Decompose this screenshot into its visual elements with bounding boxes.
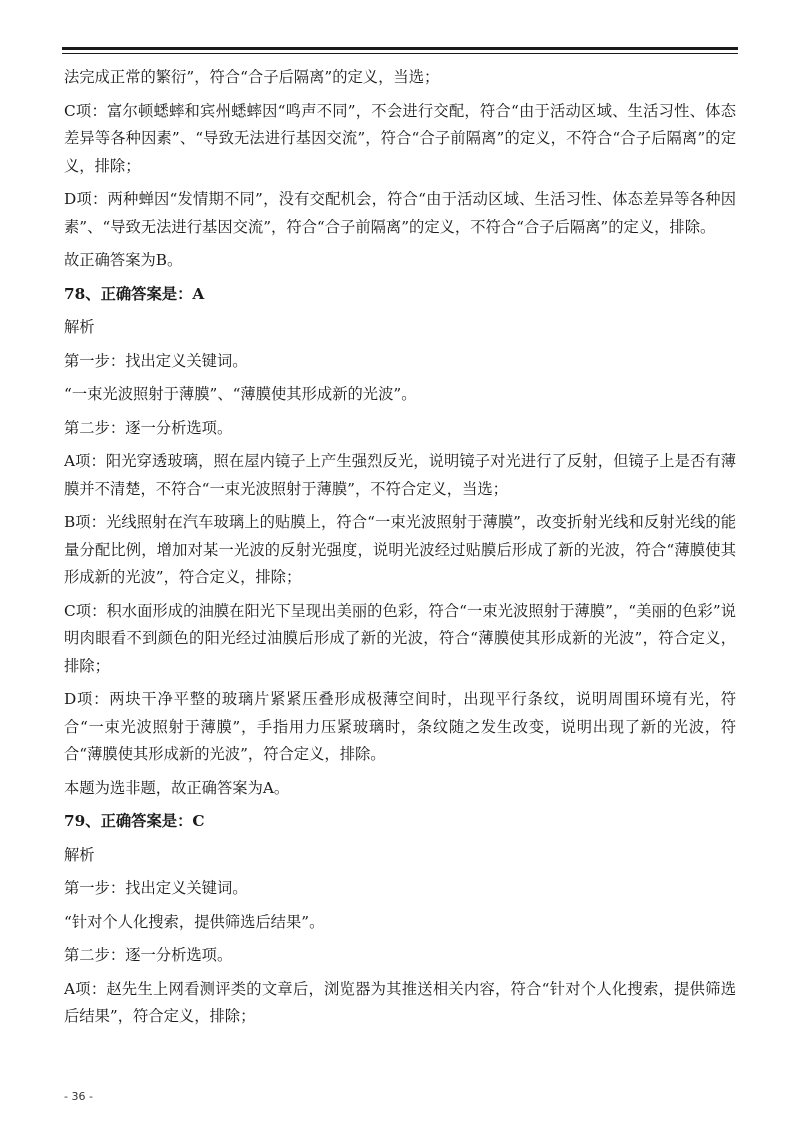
paragraph: D项：两块干净平整的玻璃片紧紧压叠形成极薄空间时，出现平行条纹，说明周围环境有光，符合“一束光波照射于薄膜”，手指用力压紧玻璃时，条纹随之发生改变，说明出现了新的光波，符合“薄膜使其形成新的光波”，符合定义，排除。	[64, 690, 736, 763]
paragraph: 解析	[64, 318, 95, 336]
answer-heading: 79、正确答案是：C	[64, 812, 205, 830]
paragraph: C项：富尔顿蟋蟀和宾州蟋蟀因“鸣声不同”，不会进行交配，符合“由于活动区域、生活习性、体态差异等各种因素”、“导致无法进行基因交流”，符合“合子前隔离”的定义，不符合“合子后隔离”的定义，排除；	[64, 101, 736, 175]
paragraph: “针对个人化搜索，提供筛选后结果”。	[64, 912, 325, 931]
paragraph: D项：两种蝉因“发情期不同”，没有交配机会，符合“由于活动区域、生活习性、体态差异等各种因素”、“导致无法进行基因交流”，符合“合子前隔离”的定义，不符合“合子后隔离”的定义，排除。	[64, 190, 736, 236]
document-body	[64, 64, 736, 1037]
paragraph: 第二步：逐一分析选项。	[64, 946, 233, 964]
paragraph: B项：光线照射在汽车玻璃上的贴膜上，符合“一束光波照射于薄膜”，改变折射光线和反射光线的能量分配比例，增加对某一光波的反射光强度，说明光波经过贴膜后形成了新的光波，符合“薄膜使其形成新的光波”，符合定义，排除；	[64, 513, 736, 586]
header-rule-thin	[62, 53, 738, 54]
paragraph: 故正确答案为B。	[64, 251, 183, 269]
paragraph: 解析	[64, 845, 95, 864]
paragraph: 第二步：逐一分析选项。	[64, 418, 233, 437]
paragraph: 法完成正常的繁衍”，符合“合子后隔离”的定义，当选；	[64, 68, 440, 86]
paragraph: C项：积水面形成的油膜在阳光下呈现出美丽的色彩，符合“一束光波照射于薄膜”，“美丽的色彩”说明肉眼看不到颜色的阳光经过油膜后形成了新的光波，符合“薄膜使其形成新的光波”，符合定义，排除；	[64, 601, 736, 675]
answer-heading: 78、正确答案是：A	[64, 284, 205, 303]
paragraph: 第一步：找出定义关键词。	[64, 879, 248, 897]
page-number: - 36 -	[64, 1090, 93, 1103]
paragraph: 本题为选非题，故正确答案为A。	[64, 778, 290, 797]
paragraph: 第一步：找出定义关键词。	[64, 351, 248, 370]
header-rule-thick	[62, 47, 738, 50]
paragraph: A项：赵先生上网看测评类的文章后，浏览器为其推送相关内容，符合“针对个人化搜索，提供筛选后结果”，符合定义，排除；	[64, 979, 736, 1025]
paragraph: A项：阳光穿透玻璃，照在屋内镜子上产生强烈反光，说明镜子对光进行了反射，但镜子上是否有薄膜并不清楚，不符合“一束光波照射于薄膜”，不符合定义，当选；	[64, 452, 736, 498]
paragraph: “一束光波照射于薄膜”、“薄膜使其形成新的光波”。	[64, 385, 417, 403]
